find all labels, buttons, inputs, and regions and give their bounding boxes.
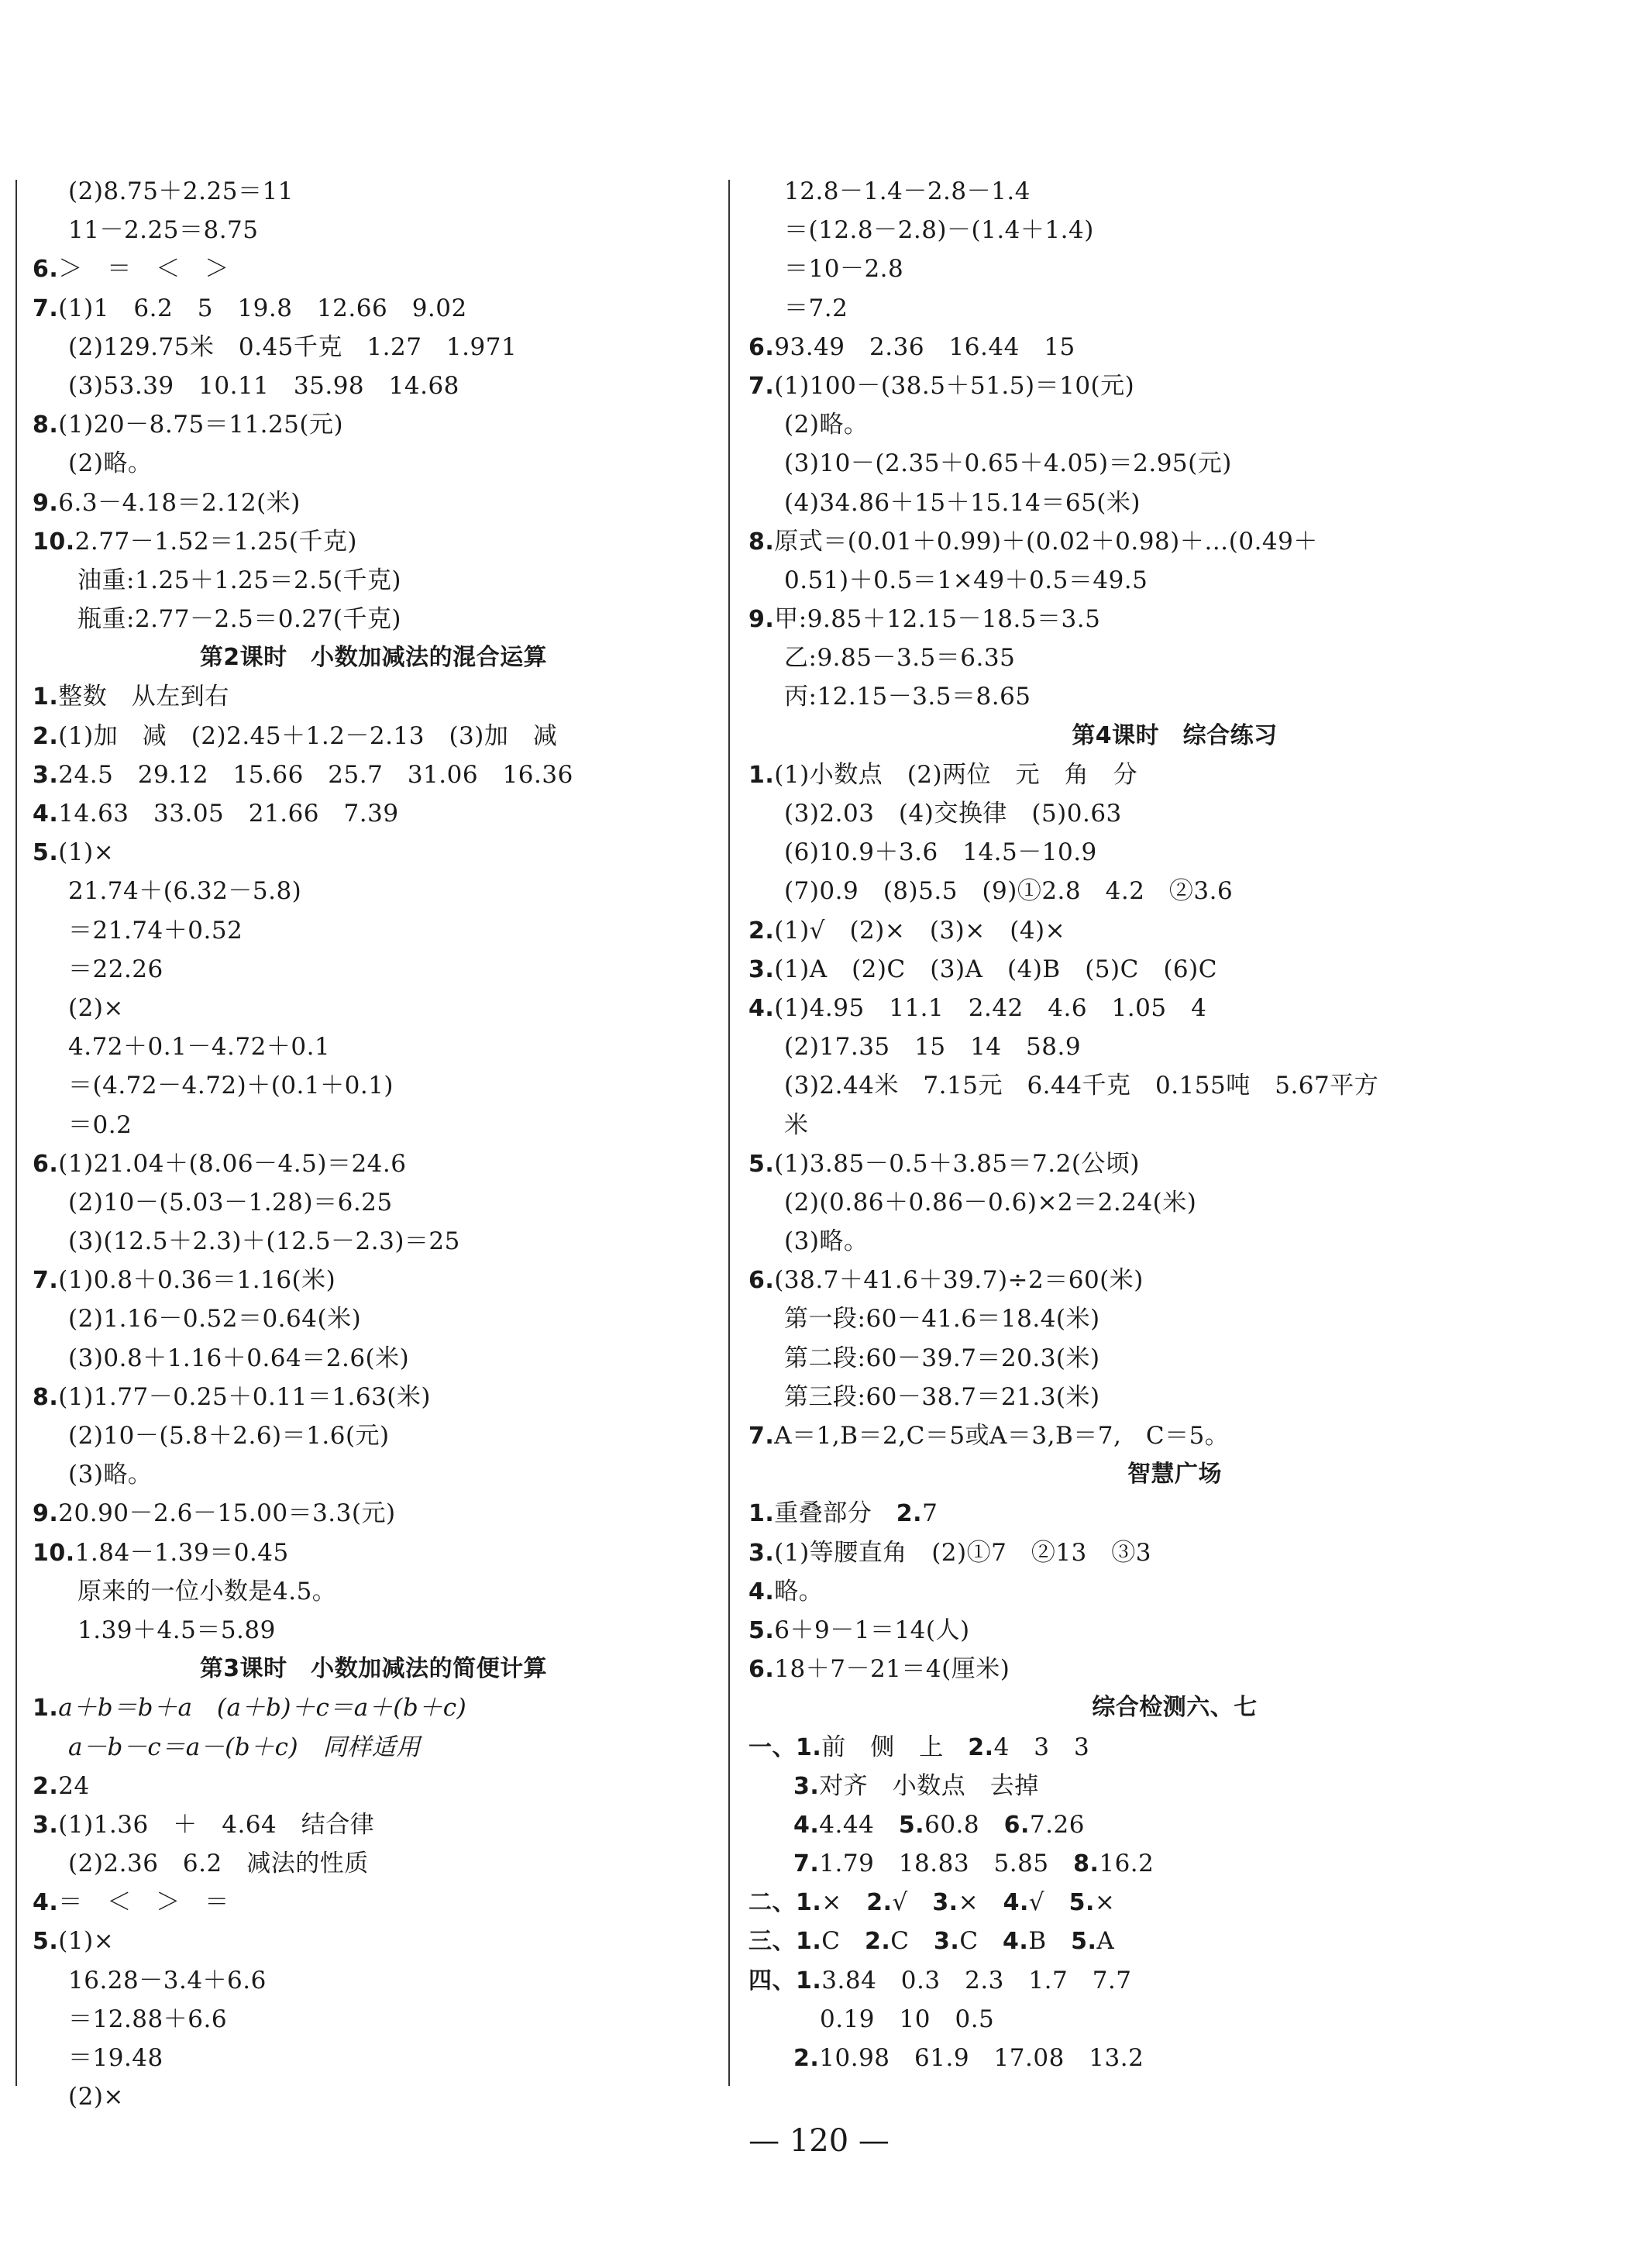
answer-line: ＝0.2 xyxy=(68,1110,132,1139)
answer-line: 4.略。 xyxy=(748,1577,824,1605)
answer-line: 1.(1)小数点 (2)两位 元 角 分 xyxy=(748,760,1138,789)
answer-line: 2.(1)√ (2)× (3)× (4)× xyxy=(748,916,1066,945)
answer-line: 6.93.49 2.36 16.44 15 xyxy=(748,332,1075,361)
answer-line: ＝(4.72－4.72)＋(0.1＋0.1) xyxy=(68,1072,394,1100)
answer-line: 12.8－1.4－2.8－1.4 xyxy=(784,177,1031,205)
answer-line: 四、1.3.84 0.3 2.3 1.7 7.7 xyxy=(748,1966,1132,1994)
answer-line: 米 xyxy=(784,1110,809,1139)
answer-line: 8.(1)1.77－0.25＋0.11＝1.63(米) xyxy=(33,1382,431,1411)
section-heading: 第4课时 综合练习 xyxy=(1072,721,1278,749)
answer-line: (2)2.36 6.2 减法的性质 xyxy=(68,1850,369,1878)
answer-line: 7.(1)0.8＋0.36＝1.16(米) xyxy=(33,1266,336,1295)
answer-line: (2)129.75米 0.45千克 1.27 1.971 xyxy=(68,332,518,361)
answer-line: 8.(1)20－8.75＝11.25(元) xyxy=(33,411,344,439)
answer-line: 1.整数 从左到右 xyxy=(33,683,229,711)
answer-line: ＝21.74＋0.52 xyxy=(68,916,243,945)
answer-line: (2)× xyxy=(68,2083,124,2111)
answer-line: 6.(1)21.04＋(8.06－4.5)＝24.6 xyxy=(33,1149,407,1178)
answer-line: 5.(1)× xyxy=(33,1927,115,1956)
answer-line: (3)略。 xyxy=(68,1461,153,1489)
answer-line: (2)10－(5.03－1.28)＝6.25 xyxy=(68,1188,393,1217)
answer-line: (6)10.9＋3.6 14.5－10.9 xyxy=(784,838,1097,867)
page-number: — 120 — xyxy=(748,2123,890,2159)
answer-line: 5.(1)× xyxy=(33,838,115,867)
answer-line: 乙:9.85－3.5＝6.35 xyxy=(784,644,1016,673)
section-heading: 第2课时 小数加减法的混合运算 xyxy=(199,644,548,672)
answer-line: 5.(1)3.85－0.5＋3.85＝7.2(公顷) xyxy=(748,1149,1141,1178)
section-heading: 第3课时 小数加减法的简便计算 xyxy=(199,1655,548,1683)
answer-line: (2)8.75＋2.25＝11 xyxy=(68,177,294,205)
answer-line: 4.(1)4.95 11.1 2.42 4.6 1.05 4 xyxy=(748,993,1207,1022)
answer-line: 9.6.3－4.18＝2.12(米) xyxy=(33,488,301,517)
answer-line: 10.2.77－1.52＝1.25(千克) xyxy=(33,527,357,556)
answer-line: (2)(0.86＋0.86－0.6)×2＝2.24(米) xyxy=(784,1188,1197,1217)
answer-line: (3)2.03 (4)交换律 (5)0.63 xyxy=(784,800,1122,828)
answer-line: 二、1.× 2.√ 3.× 4.√ 5.× xyxy=(748,1888,1116,1917)
answer-line: (3)0.8＋1.16＋0.64＝2.6(米) xyxy=(68,1344,410,1372)
answer-line: 11－2.25＝8.75 xyxy=(68,216,259,245)
answer-line: 4.72＋0.1－4.72＋0.1 xyxy=(68,1033,331,1062)
answer-line: 6.18＋7－21＝4(厘米) xyxy=(748,1655,1010,1684)
answer-line: 一、1.前 侧 上 2.4 3 3 xyxy=(748,1733,1090,1761)
answer-line: 丙:12.15－3.5＝8.65 xyxy=(784,683,1031,711)
answer-line: (2)略。 xyxy=(784,411,869,439)
answer-line: 3.24.5 29.12 15.66 25.7 31.06 16.36 xyxy=(33,760,573,789)
answer-line: 2.(1)加 减 (2)2.45＋1.2－2.13 (3)加 减 xyxy=(33,721,558,750)
answer-line: 7.(1)1 6.2 5 19.8 12.66 9.02 xyxy=(33,294,467,322)
answer-line: 4.＝ ＜ ＞ ＝ xyxy=(33,1888,229,1917)
answer-line: 0.51)＋0.5＝1×49＋0.5＝49.5 xyxy=(784,566,1148,594)
answer-line: 6.＞ ＝ ＜ ＞ xyxy=(33,255,229,284)
answer-line: (3)2.44米 7.15元 6.44千克 0.155吨 5.67平方 xyxy=(784,1072,1379,1100)
answer-line: 3.(1)等腰直角 (2)①7 ②13 ③3 xyxy=(748,1538,1151,1567)
answer-line: 9.20.90－2.6－15.00＝3.3(元) xyxy=(33,1499,396,1528)
answer-line: 3.(1)1.36 ＋ 4.64 结合律 xyxy=(33,1810,375,1839)
answer-line: 8.原式＝(0.01＋0.99)＋(0.02＋0.98)＋…(0.49＋ xyxy=(748,527,1318,556)
answer-line: (2)10－(5.8＋2.6)＝1.6(元) xyxy=(68,1422,390,1450)
answer-line: (3)10－(2.35＋0.65＋4.05)＝2.95(元) xyxy=(784,449,1232,478)
left-column xyxy=(33,172,714,2116)
left-margin-rule xyxy=(15,180,17,2086)
answer-line: 第三段:60－38.7＝21.3(米) xyxy=(784,1382,1100,1411)
answer-line: 6.(38.7＋41.6＋39.7)÷2＝60(米) xyxy=(748,1266,1144,1295)
answer-line: 1.重叠部分 2.7 xyxy=(748,1499,938,1528)
answer-line: 4.4.44 5.60.8 6.7.26 xyxy=(793,1810,1085,1839)
answer-line: 瓶重:2.77－2.5＝0.27(千克) xyxy=(77,605,401,634)
answer-line: ＝19.48 xyxy=(68,2044,163,2072)
answer-line: 10.1.84－1.39＝0.45 xyxy=(33,1538,289,1567)
answer-line: ＝12.88＋6.6 xyxy=(68,2005,228,2033)
answer-line: 2.10.98 61.9 17.08 13.2 xyxy=(793,2044,1144,2072)
answer-line: (7)0.9 (8)5.5 (9)①2.8 4.2 ②3.6 xyxy=(784,877,1234,906)
answer-line: 1.39＋4.5＝5.89 xyxy=(77,1616,276,1644)
answer-line: 三、1.C 2.C 3.C 4.B 5.A xyxy=(748,1927,1115,1956)
answer-line: (3)53.39 10.11 35.98 14.68 xyxy=(68,371,459,400)
answer-line: 3.对齐 小数点 去掉 xyxy=(793,1771,1039,1800)
answer-line: 原来的一位小数是4.5。 xyxy=(77,1577,337,1605)
answer-line: 4.14.63 33.05 21.66 7.39 xyxy=(33,800,399,828)
answer-line: ＝7.2 xyxy=(784,294,848,322)
answer-line: 1.a＋b＝b＋a (a＋b)＋c＝a＋(b＋c) xyxy=(33,1694,467,1723)
answer-line: 5.6＋9－1＝14(人) xyxy=(748,1616,970,1644)
answer-line: 3.(1)A (2)C (3)A (4)B (5)C (6)C xyxy=(748,955,1217,983)
answer-line: ＝(12.8－2.8)－(1.4＋1.4) xyxy=(784,216,1094,245)
answer-line: 油重:1.25＋1.25＝2.5(千克) xyxy=(77,566,401,594)
answer-line: 0.19 10 0.5 xyxy=(820,2005,995,2033)
answer-line: (3)略。 xyxy=(784,1227,869,1256)
column-divider-rule xyxy=(728,180,730,2086)
right-column xyxy=(748,172,1601,2077)
answer-line: 21.74＋(6.32－5.8) xyxy=(68,877,302,906)
answer-line: 第二段:60－39.7＝20.3(米) xyxy=(784,1344,1100,1372)
answer-line: a－b－c＝a－(b＋c) 同样适用 xyxy=(68,1733,421,1761)
section-heading: 智慧广场 xyxy=(1127,1461,1222,1488)
answer-line: ＝22.26 xyxy=(68,955,163,983)
answer-line: 2.24 xyxy=(33,1771,90,1800)
answer-line: (2)17.35 15 14 58.9 xyxy=(784,1033,1082,1062)
answer-line: 9.甲:9.85＋12.15－18.5＝3.5 xyxy=(748,605,1101,634)
answer-line: (3)(12.5＋2.3)＋(12.5－2.3)＝25 xyxy=(68,1227,460,1256)
answer-line: 7.(1)100－(38.5＋51.5)＝10(元) xyxy=(748,371,1135,400)
answer-line: (2)× xyxy=(68,993,124,1022)
answer-line: ＝10－2.8 xyxy=(784,255,904,284)
answer-line: 7.1.79 18.83 5.85 8.16.2 xyxy=(793,1850,1155,1878)
answer-line: (2)略。 xyxy=(68,449,153,478)
answer-line: (2)1.16－0.52＝0.64(米) xyxy=(68,1305,362,1334)
answer-line: 16.28－3.4＋6.6 xyxy=(68,1966,267,1994)
answer-line: 第一段:60－41.6＝18.4(米) xyxy=(784,1305,1100,1334)
answer-line: (4)34.86＋15＋15.14＝65(米) xyxy=(784,488,1141,517)
section-heading: 综合检测六、七 xyxy=(1092,1694,1258,1722)
answer-line: 7.A＝1,B＝2,C＝5或A＝3,B＝7, C＝5。 xyxy=(748,1422,1230,1450)
